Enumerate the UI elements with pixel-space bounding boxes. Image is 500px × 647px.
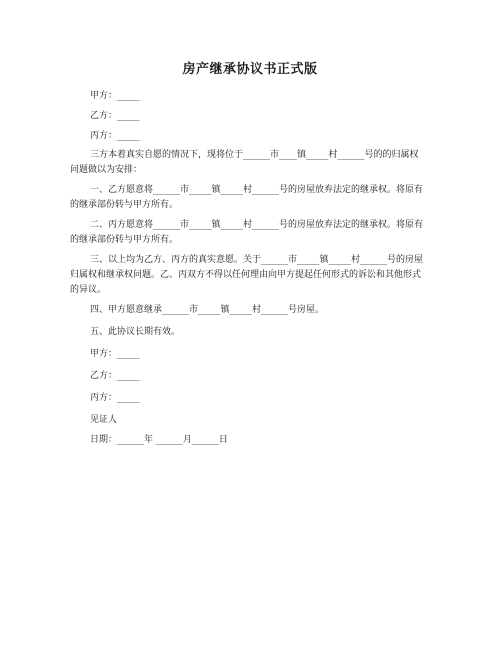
party-b-top: 乙方：_____ [90, 111, 140, 121]
clause-3-line-3: 的异议。 [70, 285, 107, 295]
party-b-bottom: 乙方：_____ [90, 371, 140, 381]
clause-4: 四、甲方愿意继承______市_____镇_____村______号房屋。 [90, 305, 325, 315]
party-a-bottom: 甲方：_____ [90, 349, 140, 359]
clause-2-line-2: 的继承部份转与甲方所有。 [70, 235, 179, 245]
clause-1-line-1: 一、乙方愿意将______市_____镇_____村______号的房屋放弃法定的继承权。将原有 [90, 185, 424, 195]
clause-3-line-2: 归属权和继承权问题。乙、丙双方不得以任何理由向甲方提起任何形式的诉讼和其他形式 [70, 270, 422, 280]
clause-1-line-2: 的继承部份转与甲方所有。 [70, 200, 179, 210]
clause-3 [70, 253, 435, 298]
intro-line-2: 问题做以为安排： [70, 165, 143, 175]
clause-3-line-1: 三、以上均为乙方、丙方的真实意愿。关于______市_____镇_____村______号的房屋 [90, 255, 424, 265]
party-c-top: 丙方：_____ [90, 131, 140, 141]
date-line: 日期：______年 ______月______日 [90, 435, 228, 445]
party-c-bottom: 丙方：_____ [90, 393, 140, 403]
clause-2-line-1: 二、丙方愿意将______市_____镇_____村______号的房屋放弃法定的继承权。将原有 [90, 220, 424, 230]
document-title: 房产继承协议书正式版 [182, 62, 318, 77]
witness-label: 见证人 [90, 415, 118, 425]
intro-line-1: 三方本着真实自愿的情况下，现将位于______市____镇_____村______号的的归属权 [90, 150, 419, 160]
party-a-top: 甲方：_____ [90, 91, 140, 101]
clause-2 [70, 218, 435, 248]
clause-5: 五、此协议长期有效。 [90, 327, 181, 337]
intro-paragraph [70, 148, 435, 178]
clause-1 [70, 183, 435, 213]
